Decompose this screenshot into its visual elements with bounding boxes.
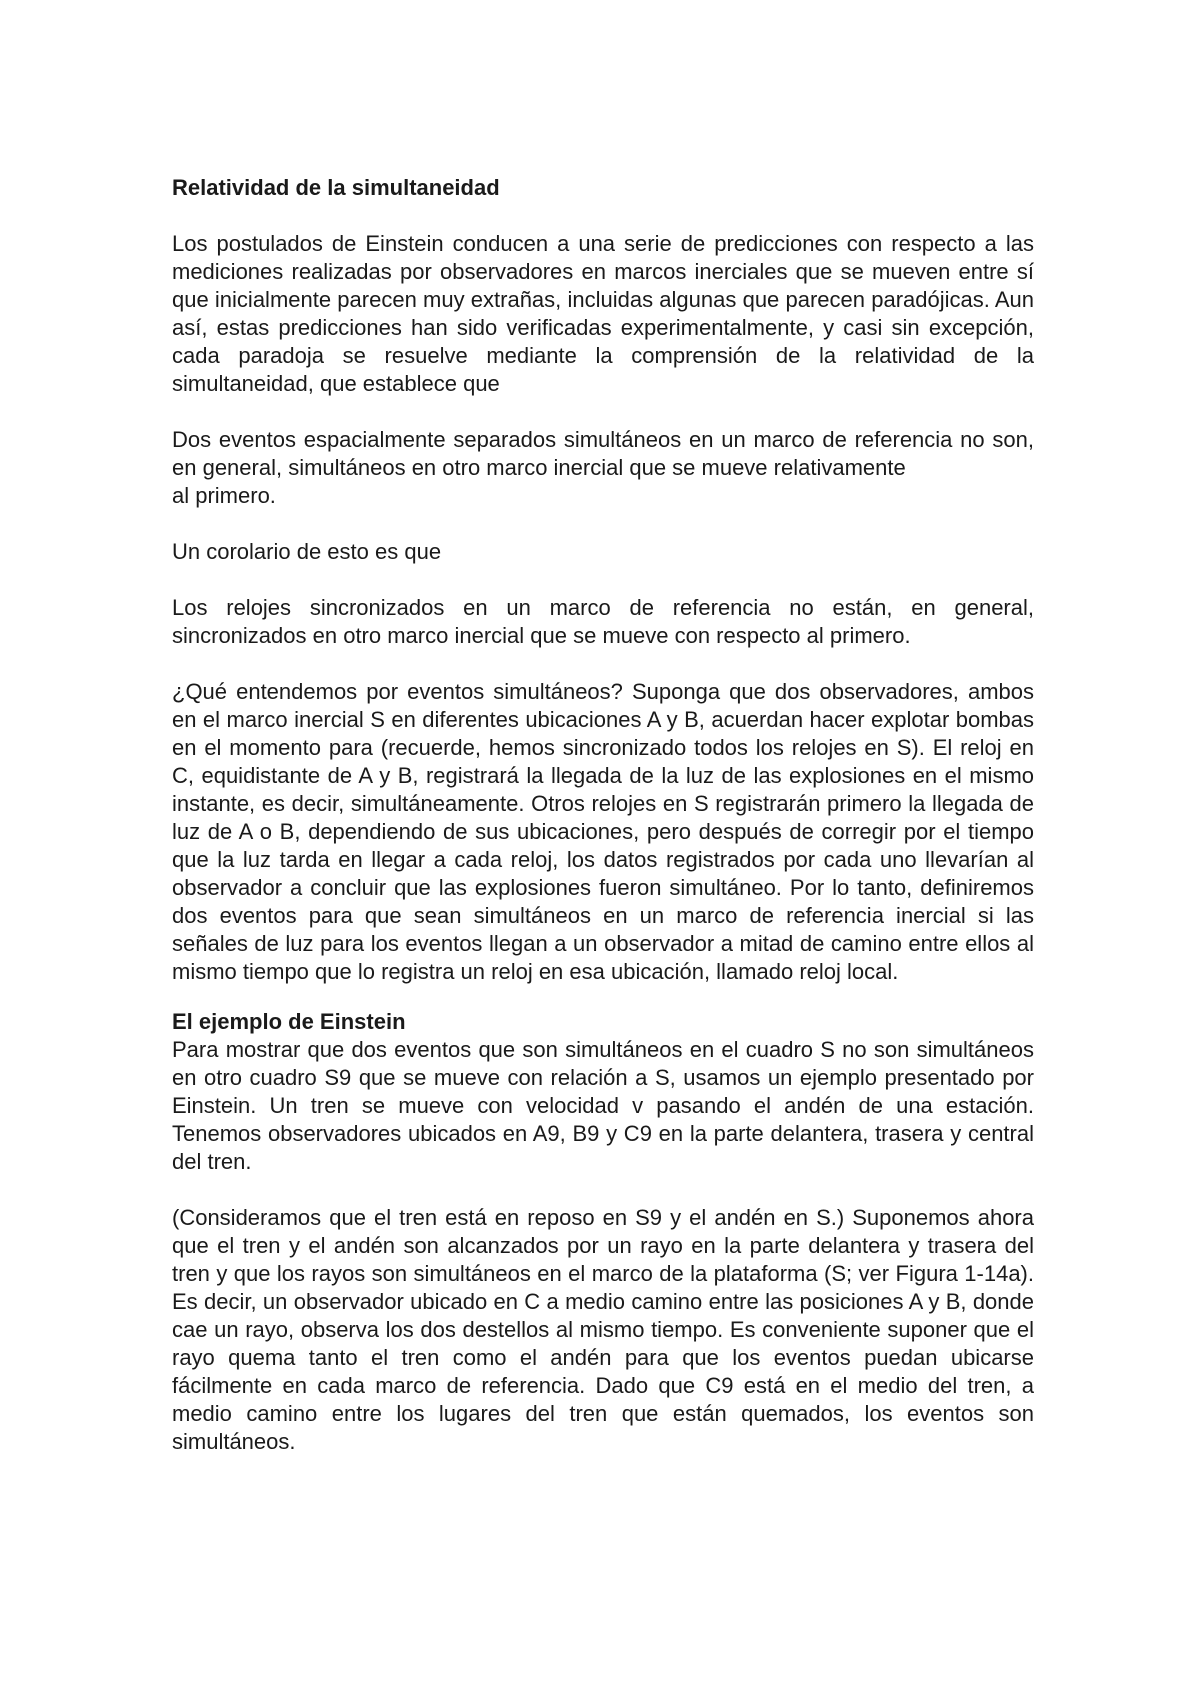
paragraph-train-example: Para mostrar que dos eventos que son simultáneos en el cuadro S no son simultáneos en otro cuadro S9 que se mueve con relación a S, usamos un ejemplo presentado por Einstein. Un tren se mueve con velocidad v pasando el andén de una estación. Tenemos observadores ubicados en A9, B9 y C9 en la parte delantera, trasera y central del tren. xyxy=(172,1037,1034,1174)
section-title-relativity: Relatividad de la simultaneidad xyxy=(172,175,500,200)
paragraph-postulates: Los postulados de Einstein conducen a una serie de predicciones con respecto a las mediciones realizadas por observadores en marcos inerciales que se mueven entre sí que inicialmente parecen muy extrañas, incluidas algunas que parecen paradójicas. Aun así, estas predicciones han sido verificadas experimentalmente, y casi sin excepción, cada paradoja se resuelve mediante la comprensión de la relatividad de la simultaneidad, que establece que xyxy=(172,231,1034,396)
spacer xyxy=(172,986,1034,1008)
paragraph-lightning-example: (Consideramos que el tren está en reposo en S9 y el andén en S.) Suponemos ahora que el tren y el andén son alcanzados por un rayo en la parte delantera y trasera del tren y que los rayos son simultáneos en el marco de la plataforma (S; ver Figura 1-14a). Es decir, un observador ubicado en C a medio camino entre las posiciones A y B, donde cae un rayo, observa los dos destellos al mismo tiempo. Es conveniente suponer que el rayo quema tanto el tren como el andén para que los eventos puedan ubicarse fácilmente en cada marco de referencia. Dado que C9 está en el medio del tren, a medio camino entre los lugares del tren que están quemados, los eventos son simultáneos. xyxy=(172,1205,1034,1454)
paragraph-clocks-synchronized: Los relojes sincronizados en un marco de referencia no están, en general, sincronizados en otro marco inercial que se mueve con respecto al primero. xyxy=(172,595,1034,648)
spacer xyxy=(172,510,1034,538)
document-page xyxy=(172,174,1034,1456)
spacer xyxy=(172,202,1034,230)
spacer xyxy=(172,650,1034,678)
paragraph-corollary-intro: Un corolario de esto es que xyxy=(172,539,442,564)
spacer xyxy=(172,566,1034,594)
section-title-einstein-example: El ejemplo de Einstein xyxy=(172,1009,406,1034)
paragraph-simultaneity-statement: Dos eventos espacialmente separados simultáneos en un marco de referencia no son, en general, simultáneos en otro marco inercial que se mueve relativamente xyxy=(172,427,1034,480)
paragraph-simultaneity-statement-end: al primero. xyxy=(172,483,276,508)
spacer xyxy=(172,1176,1034,1204)
paragraph-simultaneous-events: ¿Qué entendemos por eventos simultáneos? Suponga que dos observadores, ambos en el marco inercial S en diferentes ubicaciones A y B, acuerdan hacer explotar bombas en el momento para (recuerde, hemos sincronizado todos los relojes en S). El reloj en C, equidistante de A y B, registrará la llegada de la luz de las explosiones en el mismo instante, es decir, simultáneamente. Otros relojes en S registrarán primero la llegada de luz de A o B, dependiendo de sus ubicaciones, pero después de corregir por el tiempo que la luz tarda en llegar a cada reloj, los datos registrados por cada uno llevarían al observador a concluir que las explosiones fueron simultáneo. Por lo tanto, definiremos dos eventos para que sean simultáneos en un marco de referencia inercial si las señales de luz para los eventos llegan a un observador a mitad de camino entre ellos al mismo tiempo que lo registra un reloj en esa ubicación, llamado reloj local. xyxy=(172,679,1034,984)
spacer xyxy=(172,398,1034,426)
